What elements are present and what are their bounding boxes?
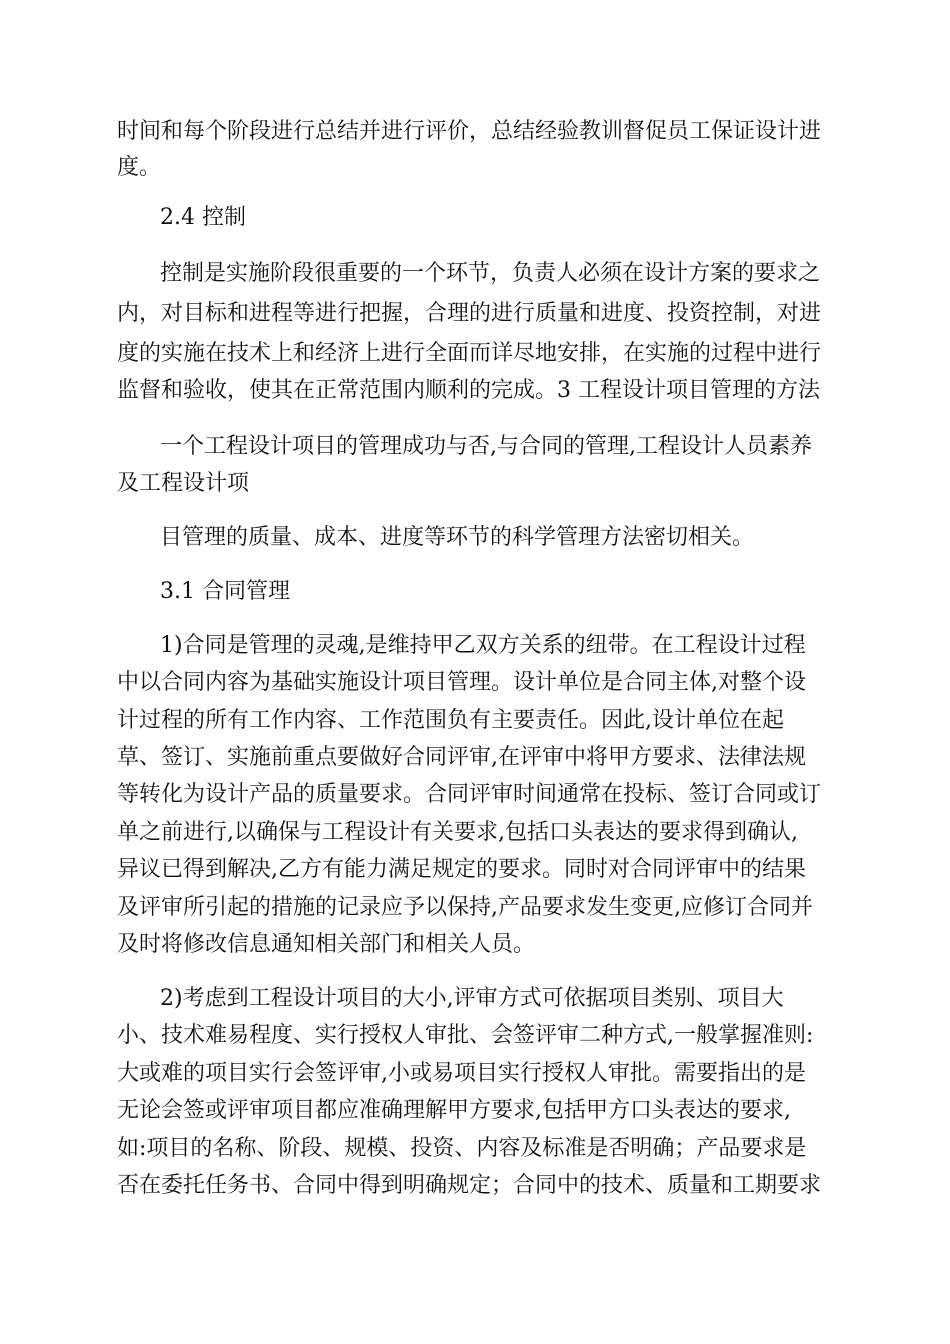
text-line-4: 控制是实施阶段很重要的一个环节，负责人必须在设计方案的要求之 (160, 261, 821, 286)
text-line-16: 等转化为设计产品的质量要求。合同评审时间通常在投标、签订合同或订 (117, 782, 822, 807)
text-line-25: 如:项目的名称、阶段、规模、投资、内容及标准是否明确；产品要求是 (117, 1136, 807, 1161)
text-line-22: 小、技术难易程度、实行授权人审批、会签评审二种方式,一般掌握准则: (117, 1023, 814, 1048)
text-line-17: 单之前进行,以确保与工程设计有关要求,包括口头表达的要求得到确认, (117, 820, 798, 845)
text-line-15: 草、签订、实施前重点要做好合同评审,在评审中将甲方要求、法律法规 (117, 745, 806, 770)
text-line-20: 及时将修改信息通知相关部门和相关人员。 (117, 932, 536, 957)
text-line-13: 中以合同内容为基础实施设计项目管理。设计单位是合同主体,对整个设 (117, 670, 806, 695)
text-line-18: 异议已得到解决,乙方有能力满足规定的要求。同时对合同评审中的结果 (117, 857, 806, 882)
text-line-24: 无论会签或评审项目都应准确理解甲方要求,包括甲方口头表达的要求, (117, 1098, 791, 1123)
section-heading-3-1: 3.1 合同管理 (160, 579, 290, 604)
text-line-2: 度。 (117, 155, 162, 180)
text-line-10: 目管理的质量、成本、进度等环节的科学管理方法密切相关。 (160, 525, 755, 550)
section-heading-2-4: 2.4 控制 (160, 205, 246, 230)
text-line-23: 大或难的项目实行会签评审,小或易项目实行授权人审批。需要指出的是 (117, 1061, 806, 1086)
text-line-12: 1)合同是管理的灵魂,是维持甲乙双方关系的纽带。在工程设计过程 (160, 633, 806, 658)
text-line-19: 及评审所引起的措施的记录应予以保持,产品要求发生变更,应修订合同并 (117, 895, 813, 920)
text-line-6: 度的实施在技术上和经济上进行全面而详尽地安排，在实施的过程中进行 (117, 341, 822, 366)
text-line-5: 内，对目标和进程等进行把握，合理的进行质量和进度、投资控制，对进 (117, 301, 822, 326)
text-line-14: 计过程的所有工作内容、工作范围负有主要责任。因此,设计单位在起 (117, 708, 784, 733)
text-line-26: 否在委托任务书、合同中得到明确规定；合同中的技术、质量和工期要求 (117, 1173, 822, 1198)
text-line-7: 监督和验收，使其在正常范围内顺利的完成。3 工程设计项目管理的方法 (117, 378, 820, 403)
text-line-1: 时间和每个阶段进行总结并进行评价，总结经验教训督促员工保证设计进 (117, 119, 822, 144)
text-line-8: 一个工程设计项目的管理成功与否,与合同的管理,工程设计人员素养 (160, 434, 812, 459)
text-line-9: 及工程设计项 (117, 471, 250, 496)
text-line-21: 2)考虑到工程设计项目的大小,评审方式可依据项目类别、项目大 (160, 986, 784, 1011)
